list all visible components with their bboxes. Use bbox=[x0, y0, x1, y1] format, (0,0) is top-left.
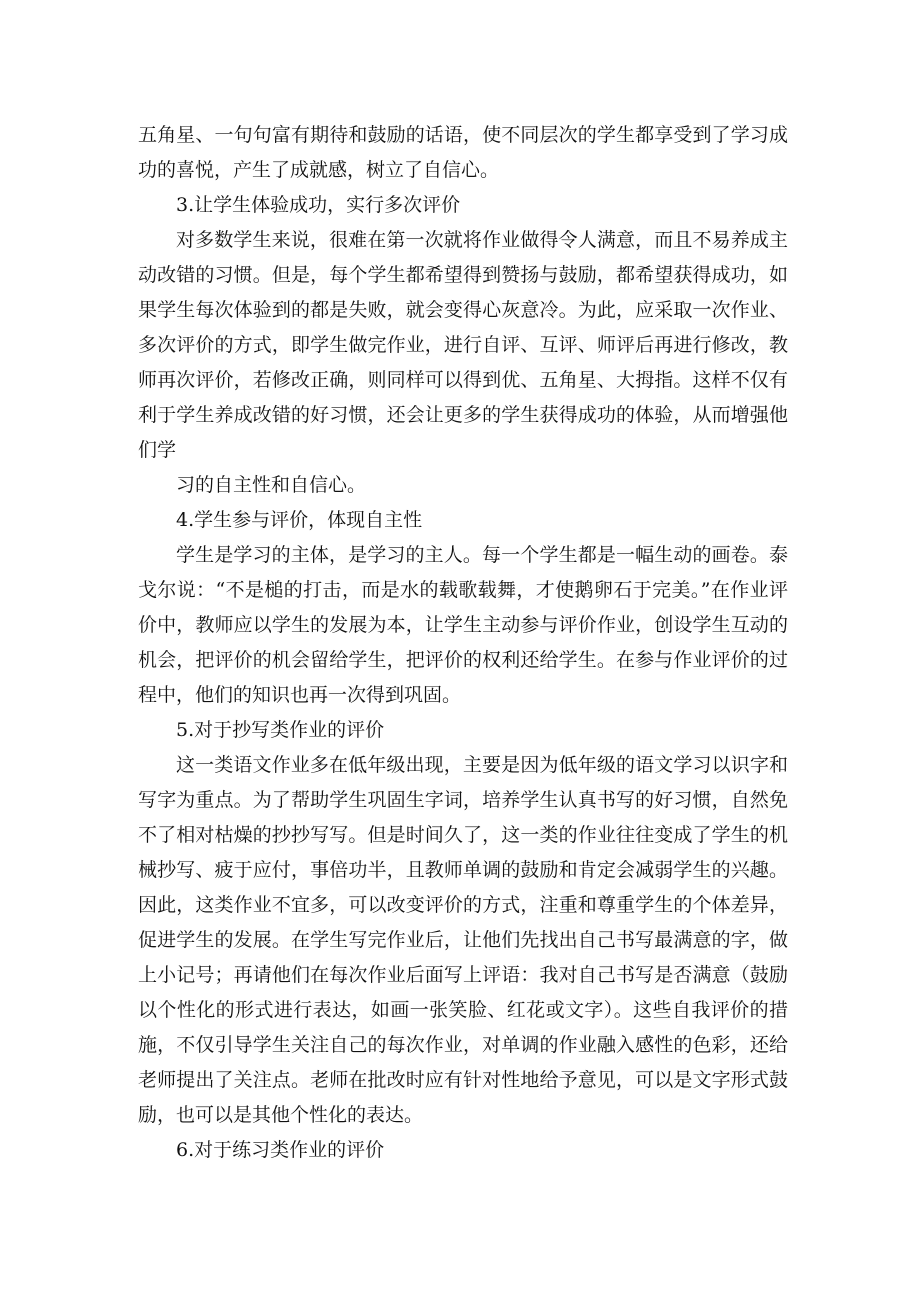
paragraph-section-3: 对多数学生来说，很难在第一次就将作业做得令人满意，而且不易养成主动改错的习惯。但是，每个学生都希望得到赞扬与鼓励，都希望获得成功，如果学生每次体验到的都是失败，就会变得心灰意冷。为此，应采取一次作业、多次评价的方式，即学生做完作业，进行自评、互评、师评后再进行修改，教师再次评价，若修改正确，则同样可以得到优、五角星、大拇指。这样不仅有利于学生养成改错的好习惯，还会让更多的学生获得成功的体验，从而增强他们学 bbox=[138, 229, 788, 461]
section-heading-5: 5.对于抄写类作业的评价 bbox=[176, 719, 385, 741]
paragraph-section-5: 这一类语文作业多在低年级出现，主要是因为低年级的语文学习以识字和写字为重点。为了帮助学生巩固生字词，培养学生认真书写的好习惯，自然免不了相对枯燥的抄抄写写。但是时间久了，这一类的作业往往变成了学生的机械抄写、疲于应付，事倍功半，且教师单调的鼓励和肯定会减弱学生的兴趣。因此，这类作业不宜多，可以改变评价的方式，注重和尊重学生的个体差异，促进学生的发展。在学生写完作业后，让他们先找出自己书写最满意的字，做上小记号；再请他们在每次作业后面写上评语：我对自己书写是否满意（鼓励以个性化的形式进行表达，如画一张笑脸、红花或文字）。这些自我评价的措施，不仅引导学生关注自己的每次作业，对单调的作业融入感性的色彩，还给老师提出了关注点。老师在批改时应有针对性地给予意见，可以是文字形式鼓励，也可以是其他个性化的表达。 bbox=[138, 754, 788, 1126]
section-heading-4: 4.学生参与评价，体现自主性 bbox=[176, 509, 423, 531]
section-heading-3: 3.让学生体验成功，实行多次评价 bbox=[176, 194, 461, 216]
paragraph-section-4: 学生是学习的主体，是学习的主人。每一个学生都是一幅生动的画卷。泰戈尔说：“不是槌的打击，而是水的载歌载舞，才使鹅卵石于完美。”在作业评价中，教师应以学生的发展为本，让学生主动参与评价作业，创设学生互动的机会，把评价的机会留给学生，把评价的权利还给学生。在参与作业评价的过程中，他们的知识也再一次得到巩固。 bbox=[138, 544, 788, 706]
section-heading-6: 6.对于练习类作业的评价 bbox=[176, 1139, 385, 1161]
paragraph-continued: 五角星、一句句富有期待和鼓励的话语，使不同层次的学生都享受到了学习成功的喜悦，产生了成就感，树立了自信心。 bbox=[138, 124, 788, 181]
paragraph-section-3-tail: 习的自主性和自信心。 bbox=[176, 474, 367, 496]
document-body bbox=[138, 118, 788, 1168]
